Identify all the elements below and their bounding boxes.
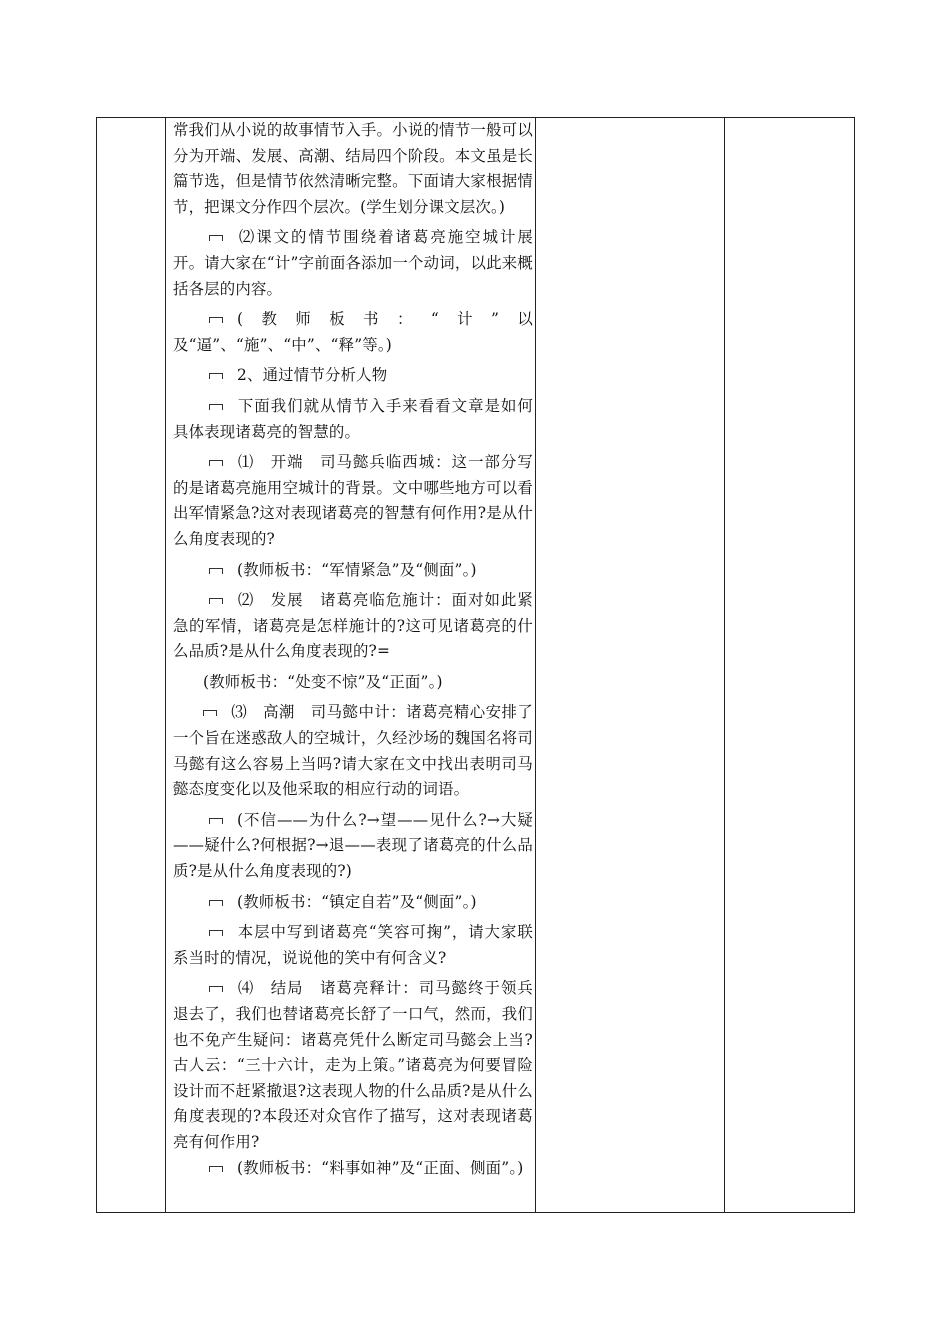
paragraph-marker-icon [209, 818, 223, 824]
paragraph-marker-icon [203, 710, 217, 716]
paragraph-marker-icon [209, 317, 223, 323]
paragraph-board-4: (教师板书：“镇定自若”及“侧面”。) [173, 890, 533, 916]
column-divider-3 [724, 118, 725, 1212]
paragraph-marker-icon [209, 404, 223, 410]
paragraph-opening: ⑴ 开端 司马懿兵临西城：这一部分写的是诸葛亮施用空城计的背景。文中哪些地方可以看出军情紧急?这对表现诸葛亮的智慧有何作用?是从什么角度表现的? [173, 453, 533, 548]
paragraph-board-1: (教师板书：“计”以及“逼”、“施”、“中”、“释”等。) [173, 310, 533, 354]
paragraph-marker-icon [209, 1166, 223, 1172]
paragraph-marker-icon [209, 900, 223, 906]
paragraph-marker-icon [209, 986, 223, 992]
paragraph-board-3: (教师板书：“处变不惊”及“正面”。) [203, 672, 443, 691]
paragraph-marker-icon [209, 568, 223, 574]
paragraph-marker-icon [209, 235, 223, 241]
paragraph-intro: 常我们从小说的故事情节入手。小说的情节一般可以分为开端、发展、高潮、结局四个阶段。本文虽是长篇节选，但是情节依然清晰完整。下面请大家根据情节，把课文分作四个层次。(学生划分课文层次。) [173, 121, 533, 216]
paragraph-marker-icon [209, 373, 223, 379]
paragraph-climax: ⑶ 高潮 司马懿中计：诸葛亮精心安排了一个旨在迷惑敌人的空城计，久经沙场的魏国名将司马懿有这么容易上当吗?请大家在文中找出表明司马懿态度变化以及他采取的相应行动的词语。 [173, 703, 533, 799]
paragraph-plot-verbs: ⑵课文的情节围绕着诸葛亮施空城计展开。请大家在“计”字前面各添加一个动词，以此来概括各层的内容。 [173, 228, 533, 298]
paragraph-marker-icon [209, 460, 223, 466]
lesson-content-cell [167, 118, 533, 1186]
paragraph-section-2: 2、通过情节分析人物 [173, 363, 533, 389]
paragraph-intro-2: 下面我们就从情节入手来看看文章是如何具体表现诸葛亮的智慧的。 [173, 396, 533, 441]
paragraph-marker-icon [209, 930, 223, 936]
paragraph-marker-icon [209, 598, 223, 604]
paragraph-board-2: (教师板书：“军情紧急”及“侧面”。) [173, 558, 533, 584]
paragraph-board-5: (教师板书：“料事如神”及“正面、侧面”。) [173, 1156, 533, 1182]
paragraph-development: ⑵ 发展 诸葛亮临危施计：面对如此紧急的军情，诸葛亮是怎样施计的?这可见诸葛亮的什么品质?是从什么角度表现的?= [173, 591, 533, 661]
paragraph-attitude-change: (不信——为什么?→望——见什么?→大疑——疑什么?何根据?→退——表现了诸葛亮的什么品质?是从什么角度表现的?) [173, 810, 533, 881]
column-divider-2 [535, 118, 536, 1212]
paragraph-smile: 本层中写到诸葛亮“笑容可掬”，请大家联系当时的情况，说说他的笑中有何含义? [173, 923, 533, 967]
lesson-table [96, 117, 855, 1213]
column-divider-1 [165, 118, 166, 1212]
paragraph-ending: ⑷ 结局 诸葛亮释计：司马懿终于领兵退去了，我们也替诸葛亮长舒了一口气，然而，我们也不免产生疑问：诸葛亮凭什么断定司马懿会上当?古人云：“三十六计，走为上策。”诸葛亮为何要冒险设计而不赶紧撤退?这表现人物的什么品质?是从什么角度表现的?本段还对众官作了描写，这对表现诸葛亮有何作用? [173, 979, 533, 1151]
